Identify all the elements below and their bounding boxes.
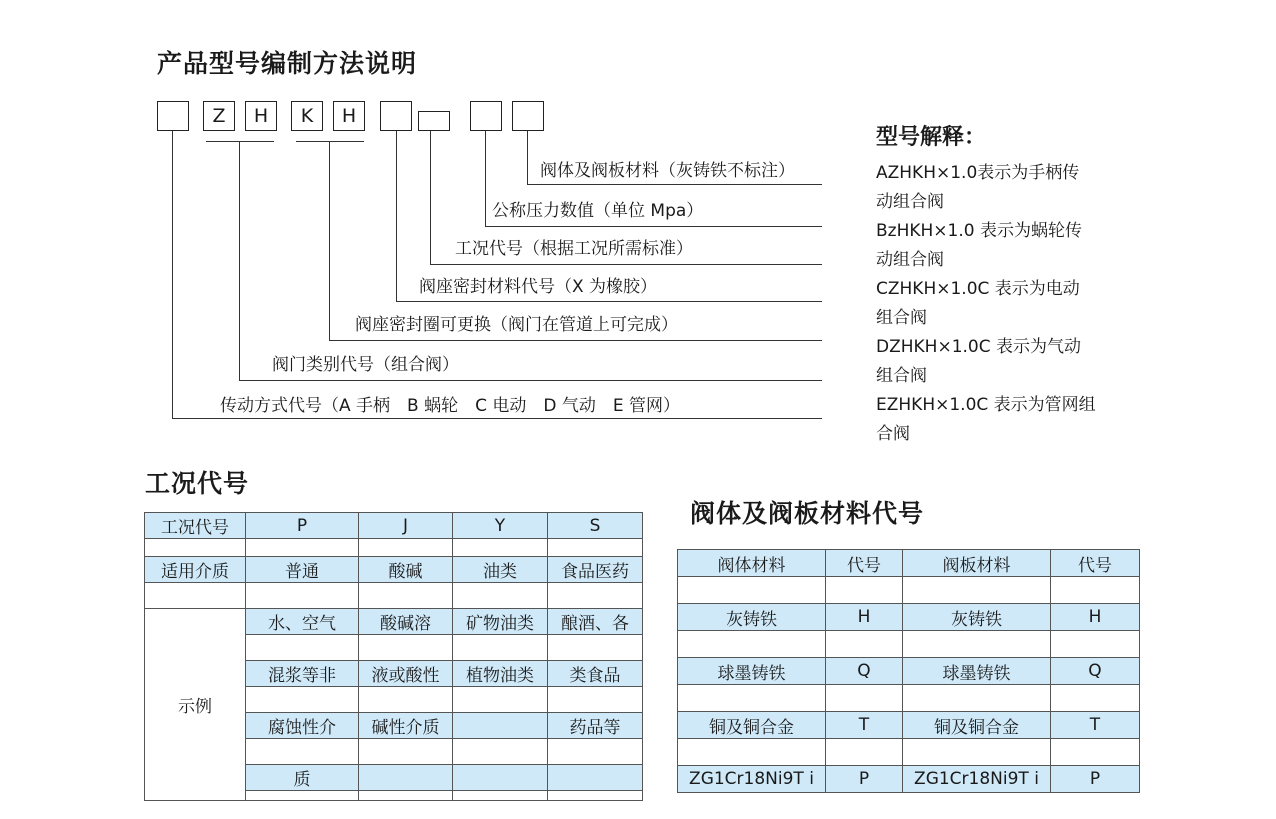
leader-v-5 [430,131,431,265]
condition-medium-cell: 食品医药 [548,557,643,583]
material-cell: T [1051,712,1140,739]
legend-valve-type: 阀门类别代号（组合阀） [272,355,459,375]
condition-example-cell: 矿物油类 [453,609,548,635]
condition-medium-cell: 普通 [246,557,359,583]
table-cell [246,635,359,661]
leader-h-7 [172,418,822,419]
condition-example-cell [359,765,453,791]
interpretation-line: 组合阀 [876,308,927,328]
table-cell [903,577,1051,604]
leader-h-3 [430,264,822,265]
table-cell [453,583,548,609]
condition-example-cell: 植物油类 [453,661,548,687]
table-cell [548,539,643,557]
leader-v-4 [396,131,397,302]
condition-example-cell: 液或酸性 [359,661,453,687]
table-cell [1051,685,1140,712]
table-cell [453,635,548,661]
material-cell: 球墨铸铁 [678,658,826,685]
condition-example-cell: 腐蚀性介 [246,713,359,739]
model-box-5: H [333,101,365,131]
legend-condition: 工况代号（根据工况所需标准） [455,239,693,259]
table-cell [678,577,826,604]
table-cell [145,583,246,609]
condition-example-cell: 水、空气 [246,609,359,635]
condition-example-cell: 质 [246,765,359,791]
interpretation-title: 型号解释： [876,125,987,150]
condition-example-cell: 酸碱溶 [359,609,453,635]
material-cell: P [826,766,903,793]
condition-example-cell [548,765,643,791]
interpretation-line: CZHKH×1.0C 表示为电动 [876,279,1080,299]
table-cell [145,539,246,557]
condition-medium-cell: 油类 [453,557,548,583]
legend-pressure: 公称压力数值（单位 Mpa） [492,201,704,221]
table-cell [359,687,453,713]
table-cell [453,791,548,801]
condition-medium-cell: 酸碱 [359,557,453,583]
condition-header-cell: Y [453,513,548,539]
leader-v-6 [485,131,486,227]
condition-example-cell [453,765,548,791]
condition-example-cell: 碱性介质 [359,713,453,739]
leader-h-2 [485,226,822,227]
condition-title: 工况代号 [145,469,250,498]
model-box-8 [470,101,502,131]
material-cell: P [1051,766,1140,793]
condition-example-cell [453,713,548,739]
interpretation-line: 合阀 [876,424,910,444]
table-cell [246,791,359,801]
condition-example-label: 示例 [145,609,246,801]
model-box-2: Z [203,101,235,131]
table-cell [453,687,548,713]
material-header-cell: 代号 [826,550,903,577]
table-cell [548,739,643,765]
material-cell: 铜及铜合金 [678,712,826,739]
table-cell [826,577,903,604]
model-box-3: H [245,101,277,131]
table-cell [246,687,359,713]
material-cell: H [826,604,903,631]
interpretation-line: 组合阀 [876,366,927,386]
table-cell [548,583,643,609]
material-table [677,549,1140,793]
table-cell [678,739,826,766]
table-cell [826,685,903,712]
table-cell [903,739,1051,766]
table-cell [453,539,548,557]
leader-h-1 [527,184,822,185]
table-cell [548,635,643,661]
leader-h-4 [396,301,822,302]
material-cell: 铜及铜合金 [903,712,1051,739]
condition-header-cell: J [359,513,453,539]
table-cell [678,631,826,658]
legend-seal-replaceable: 阀座密封圈可更换（阀门在管道上可完成） [355,315,678,335]
table-cell [359,739,453,765]
page-title: 产品型号编制方法说明 [157,49,418,78]
condition-header-cell: S [548,513,643,539]
condition-table [144,512,643,801]
leader-v-7 [527,131,528,185]
material-cell: 灰铸铁 [678,604,826,631]
model-box-7 [418,111,450,131]
condition-example-cell: 药品等 [548,713,643,739]
interpretation-line: 动组合阀 [876,250,944,270]
leader-v-1 [172,131,173,419]
table-cell [548,791,643,801]
leader-h-5 [329,340,822,341]
table-cell [548,687,643,713]
table-cell [246,739,359,765]
table-cell [246,539,359,557]
material-cell: 球墨铸铁 [903,658,1051,685]
material-cell: T [826,712,903,739]
table-cell [826,631,903,658]
leader-h-6 [239,380,822,381]
table-cell [246,583,359,609]
table-cell [453,739,548,765]
interpretation-line: 动组合阀 [876,192,944,212]
material-header-cell: 代号 [1051,550,1140,577]
table-cell [359,539,453,557]
leader-v-2 [239,141,240,381]
interpretation-line: DZHKH×1.0C 表示为气动 [876,337,1082,357]
table-cell [1051,577,1140,604]
model-box-4: K [291,101,323,131]
table-cell [826,739,903,766]
legend-drive: 传动方式代号（A 手柄 B 蜗轮 C 电动 D 气动 E 管网） [220,396,681,416]
table-cell [359,635,453,661]
material-cell: ZG1Cr18Ni9T i [678,766,826,793]
condition-example-cell: 类食品 [548,661,643,687]
table-cell [1051,631,1140,658]
condition-medium-label: 适用介质 [145,557,246,583]
condition-example-cell: 酿酒、各 [548,609,643,635]
material-header-cell: 阀板材料 [903,550,1051,577]
leader-v-3 [329,141,330,341]
interpretation-line: EZHKH×1.0C 表示为管网组 [876,395,1096,415]
table-cell [1051,739,1140,766]
model-box-6 [380,101,412,131]
condition-header-cell: P [246,513,359,539]
interpretation-block [876,120,1176,449]
condition-header-cell: 工况代号 [145,513,246,539]
table-cell [903,685,1051,712]
table-cell [359,791,453,801]
material-header-cell: 阀体材料 [678,550,826,577]
material-cell: 灰铸铁 [903,604,1051,631]
material-cell: ZG1Cr18Ni9T i [903,766,1051,793]
material-cell: Q [1051,658,1140,685]
interpretation-line: AZHKH×1.0表示为手柄传 [876,163,1080,183]
model-box-1 [157,101,189,131]
model-box-9 [512,101,544,131]
legend-seal-material: 阀座密封材料代号（X 为橡胶） [419,277,658,297]
table-cell [903,631,1051,658]
interpretation-line: BzHKH×1.0 表示为蜗轮传 [876,221,1082,241]
table-cell [359,583,453,609]
material-cell: Q [826,658,903,685]
material-cell: H [1051,604,1140,631]
legend-material: 阀体及阀板材料（灰铸铁不标注） [540,161,795,181]
material-title: 阀体及阀板材料代号 [690,499,925,528]
condition-example-cell: 混浆等非 [246,661,359,687]
table-cell [678,685,826,712]
